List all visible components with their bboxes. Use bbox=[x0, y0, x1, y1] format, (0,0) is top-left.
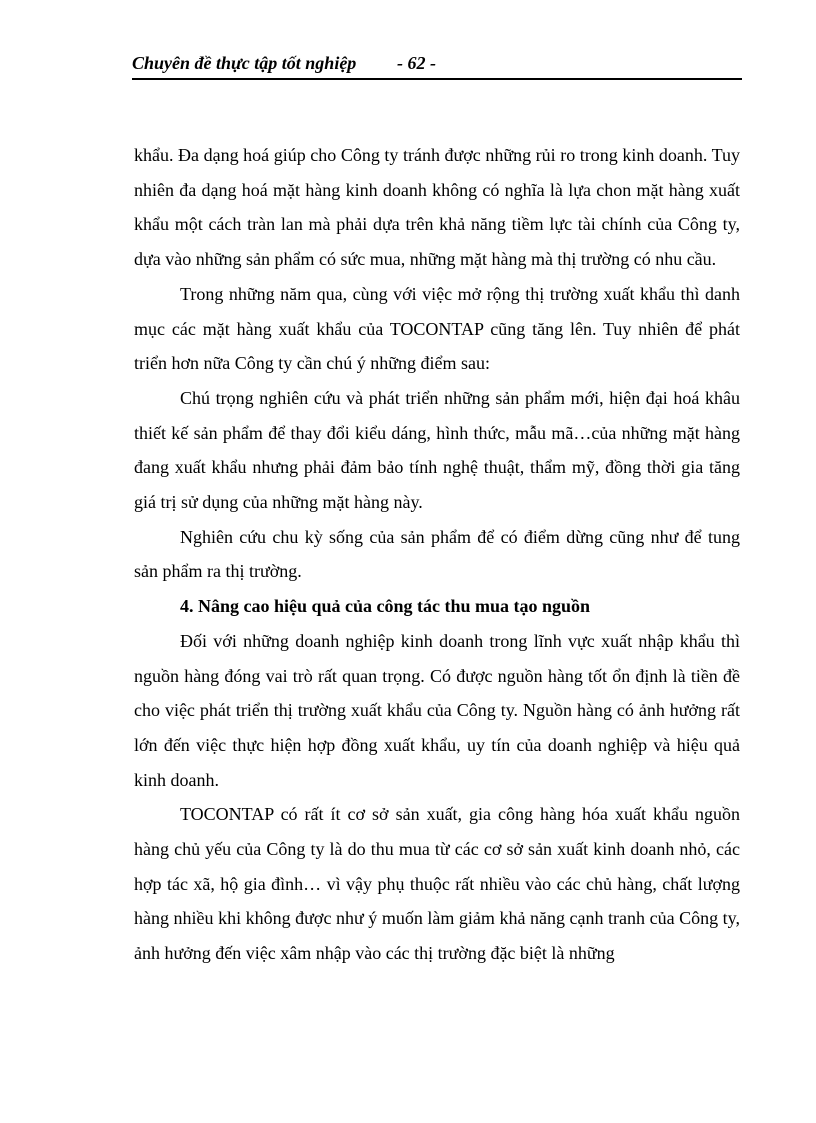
document-title: Chuyên đề thực tập tốt nghiệp bbox=[132, 53, 357, 73]
section-heading: 4. Nâng cao hiệu quả của công tác thu mua tạo nguồn bbox=[180, 596, 591, 617]
paragraph: TOCONTAP có rất ít cơ sở sản xuất, gia công hàng hóa xuất khẩu nguồn hàng chủ yếu của Công ty là do thu mua từ các cơ sở sản xuất kinh doanh nhỏ, các hợp tác xã, hộ gia đình… vì vậy phụ thuộc rất nhiều vào các chủ hàng, chất lượng hàng nhiều khi không được như ý muốn làm giảm khả năng cạnh tranh của Công ty, ảnh hưởng đến việc xâm nhập vào các thị trường đặc biệt là những bbox=[134, 804, 740, 964]
page-header bbox=[132, 50, 742, 80]
paragraph: Trong những năm qua, cùng với việc mở rộng thị trường xuất khẩu thì danh mục các mặt hàng xuất khẩu của TOCONTAP cũng tăng lên. Tuy nhiên để phát triển hơn nữa Công ty cần chú ý những điểm sau: bbox=[134, 283, 740, 374]
paragraph: Đối với những doanh nghiệp kinh doanh trong lĩnh vực xuất nhập khẩu thì nguồn hàng đóng vai trò rất quan trọng. Có được nguồn hàng tốt ổn định là tiền đề cho việc phát triển thị trường xuất khẩu của Công ty. Nguồn hàng có ảnh hưởng rất lớn đến việc thực hiện hợp đồng xuất khẩu, uy tín của doanh nghiệp và hiệu quả kinh doanh. bbox=[134, 630, 740, 790]
paragraph: Nghiên cứu chu kỳ sống của sản phẩm để có điểm dừng cũng như để tung sản phẩm ra thị trường. bbox=[134, 526, 740, 582]
page-number: - 62 - bbox=[397, 53, 436, 73]
paragraph: Chú trọng nghiên cứu và phát triển những sản phẩm mới, hiện đại hoá khâu thiết kế sản phẩm để thay đổi kiểu dáng, hình thức, mẫu mã…của những mặt hàng đang xuất khẩu nhưng phải đảm bảo tính nghệ thuật, thẩm mỹ, đồng thời gia tăng giá trị sử dụng của những mặt hàng này. bbox=[134, 387, 740, 513]
paragraph: khẩu. Đa dạng hoá giúp cho Công ty tránh được những rủi ro trong kinh doanh. Tuy nhiên đa dạng hoá mặt hàng kinh doanh không có nghĩa là lựa chon mặt hàng xuất khẩu một cách tràn lan mà phải dựa trên khả năng tiềm lực tài chính của Công ty, dựa vào những sản phẩm có sức mua, những mặt hàng mà thị trường có nhu cầu. bbox=[134, 145, 740, 270]
document-body bbox=[134, 138, 740, 971]
